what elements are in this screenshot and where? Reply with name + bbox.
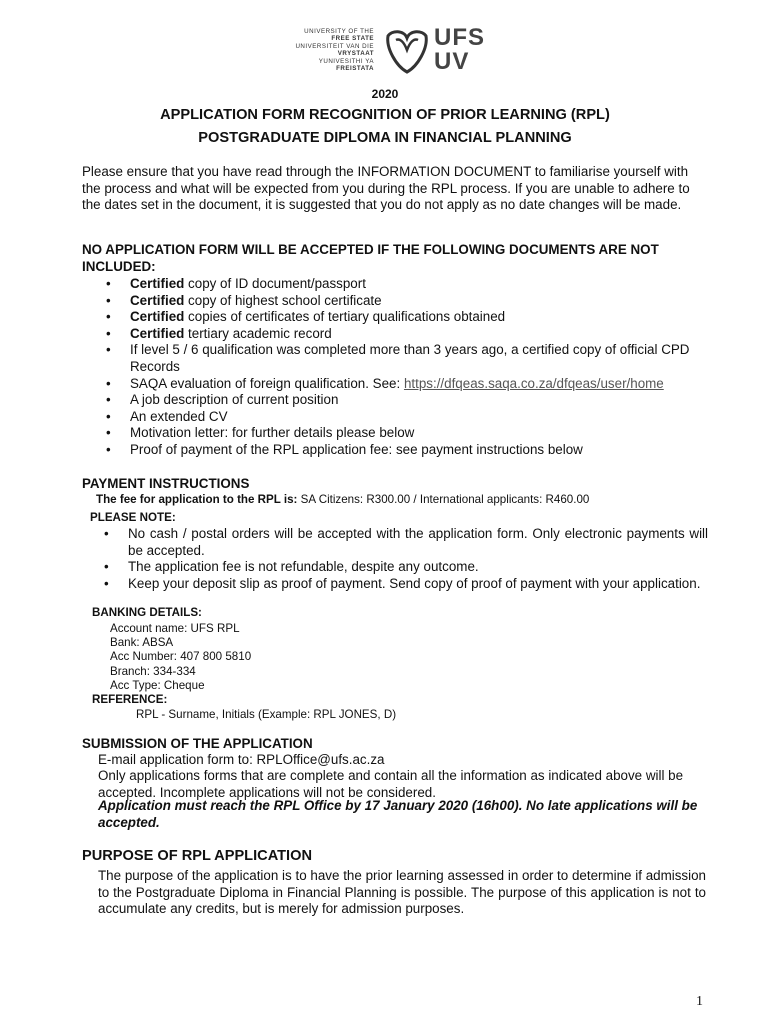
list-item xyxy=(130,442,710,459)
ufs-logo-icon xyxy=(382,26,432,76)
university-line: UNIVERSITY OF THE xyxy=(304,28,374,35)
certified-label: Certified xyxy=(130,325,185,341)
fee-line xyxy=(96,492,589,509)
requirements-heading: NO APPLICATION FORM WILL BE ACCEPTED IF THE FOLLOWING DOCUMENTS ARE NOT INCLUDED: xyxy=(82,242,659,274)
item-text: An extended CV xyxy=(130,408,228,424)
item-text: A job description of current position xyxy=(130,392,339,408)
requirements-list xyxy=(130,276,710,459)
account-number: Acc Number: 407 800 5810 xyxy=(110,650,252,664)
purpose-body: The purpose of the application is to have the prior learning assessed in order to determine if admission to the Postgraduate Diploma in Financial Planning is possible. The purpose of this application is not to accumulate any credits, but is merely for admission purposes. xyxy=(98,868,706,917)
please-note-label: PLEASE NOTE: xyxy=(90,511,176,524)
intro-paragraph: Please ensure that you have read through the INFORMATION DOCUMENT to familiarise yourself with the process and what will be expected from you during the RPL process. If you are unable to adhere to the dates set in the document, it is suggested that you do not apply as no date changes will be made. xyxy=(82,164,690,213)
logo-wordmark xyxy=(434,26,485,74)
banking-heading: BANKING DETAILS: xyxy=(92,606,202,619)
submission-body: Only applications forms that are complete and contain all the information as indicated above will be accepted. Incomplete applications will not be considered. xyxy=(98,768,684,800)
certified-label: Certified xyxy=(130,292,185,308)
list-item xyxy=(130,425,710,442)
certified-label: Certified xyxy=(130,309,185,325)
logo-text-uv: UV xyxy=(434,48,470,75)
list-item: • No cash / postal orders will be accepted with the application form. Only electronic payments will be accepted. xyxy=(128,526,708,559)
university-line: FREISTATA xyxy=(336,65,374,73)
item-text: copy of highest school certificate xyxy=(184,292,382,308)
list-item: • The application fee is not refundable, despite any outcome. xyxy=(128,559,708,576)
university-name-block xyxy=(278,28,374,72)
bank-name: Bank: ABSA xyxy=(110,636,174,650)
submission-email: E-mail application form to: RPLOffice@ufs.ac.za xyxy=(98,752,385,767)
item-text: SAQA evaluation of foreign qualification. See: xyxy=(130,375,404,391)
list-item xyxy=(130,409,710,426)
item-text: Proof of payment of the RPL application fee: see payment instructions below xyxy=(130,441,583,457)
item-text: copy of ID document/passport xyxy=(184,276,366,291)
list-item xyxy=(130,276,710,293)
certified-label: Certified xyxy=(130,276,185,291)
item-text: tertiary academic record xyxy=(184,325,332,341)
document-subtitle: POSTGRADUATE DIPLOMA IN FINANCIAL PLANNING xyxy=(198,130,572,146)
list-item xyxy=(130,309,710,326)
account-type: Acc Type: Cheque xyxy=(110,678,205,692)
saqa-link[interactable]: https://dfqeas.saqa.co.za/dfqeas/user/home xyxy=(403,375,664,391)
submission-deadline: Application must reach the RPL Office by 17 January 2020 (16h00). No late applications will be accepted. xyxy=(98,798,698,830)
university-line: UNIVERSITEIT VAN DIE xyxy=(295,42,374,50)
item-text: copies of certificates of tertiary qualifications obtained xyxy=(184,309,506,325)
list-item xyxy=(130,326,710,343)
list-item xyxy=(130,376,710,393)
university-line: FREE STATE xyxy=(331,35,374,43)
fee-value: SA Citizens: R300.00 / International applicants: R460.00 xyxy=(297,493,590,506)
submission-heading: SUBMISSION OF THE APPLICATION xyxy=(82,736,313,751)
branch-code: Branch: 334-334 xyxy=(110,664,196,678)
list-item xyxy=(130,342,690,375)
account-name: Account name: UFS RPL xyxy=(110,622,240,635)
year-label: 2020 xyxy=(371,87,399,101)
page-number: 1 xyxy=(696,994,703,1009)
fee-label: The fee for application to the RPL is: xyxy=(96,493,298,506)
payment-heading: PAYMENT INSTRUCTIONS xyxy=(82,476,250,491)
list-item: • Keep your deposit slip as proof of payment. Send copy of proof of payment with your application. xyxy=(128,576,708,593)
item-text: If level 5 / 6 qualification was completed more than 3 years ago, a certified copy of official CPD Records xyxy=(130,342,690,374)
list-item xyxy=(130,392,710,409)
reference-heading: REFERENCE: xyxy=(92,693,168,706)
document-title: APPLICATION FORM RECOGNITION OF PRIOR LEARNING (RPL) xyxy=(160,107,610,123)
reference-value: RPL - Surname, Initials (Example: RPL JONES, D) xyxy=(136,708,397,721)
university-line: VRYSTAAT xyxy=(337,50,374,58)
university-line: YUNIVESITHI YA xyxy=(318,57,374,65)
banking-details xyxy=(110,622,251,693)
item-text: Motivation letter: for further details please below xyxy=(130,425,415,441)
logo-text-ufs: UFS xyxy=(434,24,485,51)
purpose-heading: PURPOSE OF RPL APPLICATION xyxy=(82,848,313,864)
payment-notes-list xyxy=(128,526,708,592)
list-item xyxy=(130,293,710,310)
